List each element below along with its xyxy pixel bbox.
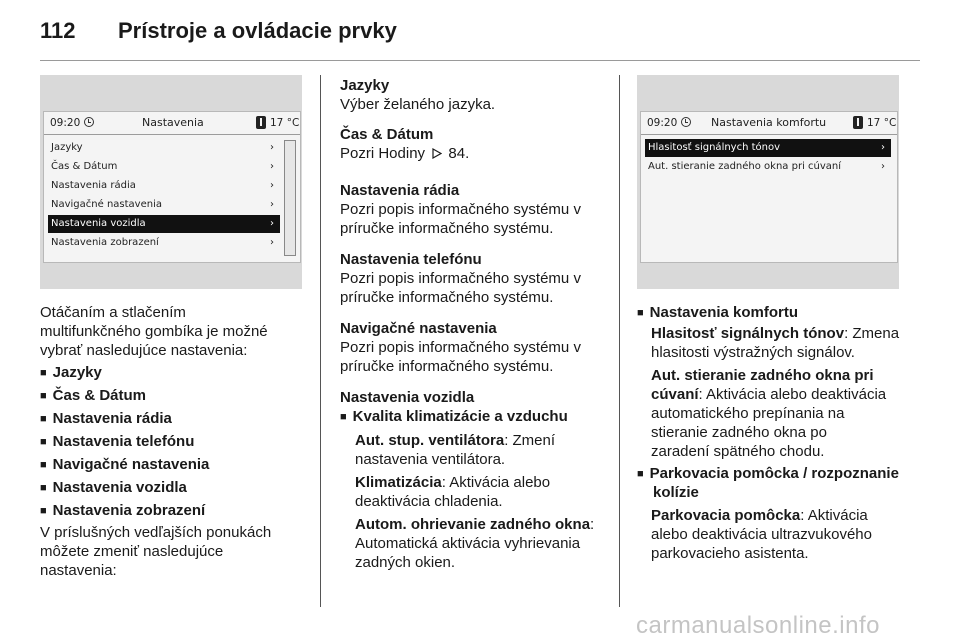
column-divider-1 bbox=[320, 75, 321, 607]
outro-line-3: nastavenia: bbox=[40, 562, 117, 579]
bullet-nastavenia-telefonu: ■ Nastavenia telefónu bbox=[40, 432, 194, 452]
text-radia-2: príručke informačného systému. bbox=[340, 220, 554, 237]
text-ohrievanie-2: zadných okien. bbox=[355, 554, 456, 571]
intro-line-2: multifunkčného gombíka je možné bbox=[40, 323, 268, 340]
settings-screen-panel bbox=[40, 75, 302, 289]
chevron-right-icon: › bbox=[270, 161, 274, 172]
menu-item-nastavenia-zobrazeni[interactable]: Nastavenia zobrazení › bbox=[48, 234, 280, 252]
chevron-right-icon: › bbox=[270, 180, 274, 191]
bullet-nastavenia-zobrazeni: ■ Nastavenia zobrazení bbox=[40, 501, 205, 521]
clock-icon bbox=[84, 117, 94, 127]
display-time: 09:20 bbox=[50, 117, 81, 129]
menu-scrollbar[interactable] bbox=[284, 140, 296, 256]
header-divider bbox=[40, 60, 920, 61]
intro-line-1: Otáčaním a stlačením bbox=[40, 304, 186, 321]
text-radia-1: Pozri popis informačného systému v bbox=[340, 201, 581, 218]
text-cas-datum: Pozri Hodiny 84. bbox=[340, 145, 470, 162]
item-ventilator: Aut. stup. ventilátora: Zmení bbox=[355, 432, 556, 449]
thermometer-icon bbox=[853, 116, 863, 129]
item-ohrievanie: Autom. ohrievanie zadného okna: bbox=[355, 516, 595, 533]
bullet-cas-datum: ■ Čas & Dátum bbox=[40, 386, 146, 406]
comfort-display bbox=[640, 111, 898, 263]
item-parkovacia-pomocka: Parkovacia pomôcka: Aktivácia bbox=[651, 507, 868, 524]
text-telefonu-2: príručke informačného systému. bbox=[340, 289, 554, 306]
bullet-nastavenia-komfortu: ■ Nastavenia komfortu bbox=[637, 303, 798, 323]
outro-line-1: V príslušných vedľajších ponukách bbox=[40, 524, 272, 541]
item-stieranie: cúvaní: Aktivácia alebo deaktivácia bbox=[651, 386, 887, 403]
item-hlasitost: Hlasitosť signálnych tónov: Zmena bbox=[651, 325, 900, 342]
chevron-right-icon: › bbox=[881, 142, 885, 153]
page-header bbox=[40, 18, 920, 48]
chevron-right-icon: › bbox=[270, 237, 274, 248]
bullet-nastavenia-vozidla: ■ Nastavenia vozidla bbox=[40, 478, 187, 498]
text-navigacne-2: príručke informačného systému. bbox=[340, 358, 554, 375]
text-stieranie-3: zaradení spätného chodu. bbox=[651, 443, 825, 460]
display-temperature: 17 °C bbox=[867, 117, 897, 129]
text-ohrievanie-1: Automatická aktivácia vyhrievania bbox=[355, 535, 581, 552]
text-jazyky: Výber želaného jazyka. bbox=[340, 96, 496, 113]
text-stieranie-2: stieranie zadného okna po bbox=[651, 424, 827, 441]
heading-navigacne-nastavenia: Navigačné nastavenia bbox=[340, 320, 497, 337]
text-klimatizacia: deaktivácia chladenia. bbox=[355, 493, 503, 510]
page-title: Prístroje a ovládacie prvky bbox=[118, 18, 397, 43]
heading-stieranie: Aut. stieranie zadného okna pri bbox=[651, 367, 874, 384]
watermark: carmanualsonline.info bbox=[636, 612, 880, 639]
chevron-right-icon: › bbox=[270, 142, 274, 153]
bullet-parkovacia-pomocka: ■ Parkovacia pomôcka / rozpoznanie bbox=[637, 464, 899, 484]
display-title: Nastavenia komfortu bbox=[711, 116, 827, 129]
display-time: 09:20 bbox=[647, 117, 678, 129]
comfort-screen-panel bbox=[637, 75, 899, 289]
intro-line-3: vybrať nasledujúce nastavenia: bbox=[40, 342, 248, 359]
link-hodiny[interactable]: 84. bbox=[448, 145, 470, 162]
bullet-jazyky: ■ Jazyky bbox=[40, 363, 102, 383]
heading-jazyky: Jazyky bbox=[340, 77, 390, 94]
heading-nastavenia-radia: Nastavenia rádia bbox=[340, 182, 460, 199]
bullet-navigacne-nastavenia: ■ Navigačné nastavenia bbox=[40, 455, 209, 475]
menu-item-nastavenia-vozidla[interactable]: Nastavenia vozidla › bbox=[48, 215, 280, 233]
text-parkovacia-2: parkovacieho asistenta. bbox=[651, 545, 809, 562]
text-stieranie-1: automatického prepínania na bbox=[651, 405, 845, 422]
chevron-right-icon: › bbox=[270, 199, 274, 210]
menu-item-hlasitost[interactable]: Hlasitosť signálnych tónov › bbox=[645, 139, 891, 157]
text-hlasitost: hlasitosti výstražných signálov. bbox=[651, 344, 855, 361]
text-ventilator: nastavenia ventilátora. bbox=[355, 451, 506, 468]
page-number: 112 bbox=[40, 18, 76, 43]
chevron-right-icon: › bbox=[881, 161, 885, 172]
clock-icon bbox=[681, 117, 691, 127]
menu-item-cas-datum[interactable]: Čas & Dátum › bbox=[48, 158, 280, 176]
heading-nastavenia-vozidla: Nastavenia vozidla bbox=[340, 389, 475, 406]
heading-cas-datum: Čas & Dátum bbox=[340, 126, 434, 143]
settings-display bbox=[43, 111, 301, 263]
heading-nastavenia-telefonu: Nastavenia telefónu bbox=[340, 251, 482, 268]
bullet-nastavenia-radia: ■ Nastavenia rádia bbox=[40, 409, 172, 429]
display-temperature: 17 °C bbox=[270, 117, 300, 129]
text-telefonu-1: Pozri popis informačného systému v bbox=[340, 270, 581, 287]
bullet-parkovacia-pomocka-cont: kolízie bbox=[653, 484, 699, 501]
chevron-right-icon: › bbox=[270, 218, 274, 229]
item-klimatizacia: Klimatizácia: Aktivácia alebo bbox=[355, 474, 551, 491]
menu-item-stieranie[interactable]: Aut. stieranie zadného okna pri cúvaní › bbox=[645, 158, 891, 176]
display-status-bar bbox=[641, 112, 897, 135]
menu-item-navigacne-nastavenia[interactable]: Navigačné nastavenia › bbox=[48, 196, 280, 214]
page-reference-icon bbox=[432, 148, 442, 159]
menu-item-nastavenia-radia[interactable]: Nastavenia rádia › bbox=[48, 177, 280, 195]
bullet-kvalita-klimatizacie: ■ Kvalita klimatizácie a vzduchu bbox=[340, 407, 568, 427]
text-navigacne-1: Pozri popis informačného systému v bbox=[340, 339, 581, 356]
display-title: Nastavenia bbox=[142, 116, 204, 129]
thermometer-icon bbox=[256, 116, 266, 129]
text-parkovacia-1: alebo deaktivácia ultrazvukového bbox=[651, 526, 872, 543]
display-status-bar bbox=[44, 112, 300, 135]
menu-item-jazyky[interactable]: Jazyky › bbox=[48, 139, 280, 157]
outro-line-2: môžete zmeniť nasledujúce bbox=[40, 543, 224, 560]
column-divider-2 bbox=[619, 75, 620, 607]
